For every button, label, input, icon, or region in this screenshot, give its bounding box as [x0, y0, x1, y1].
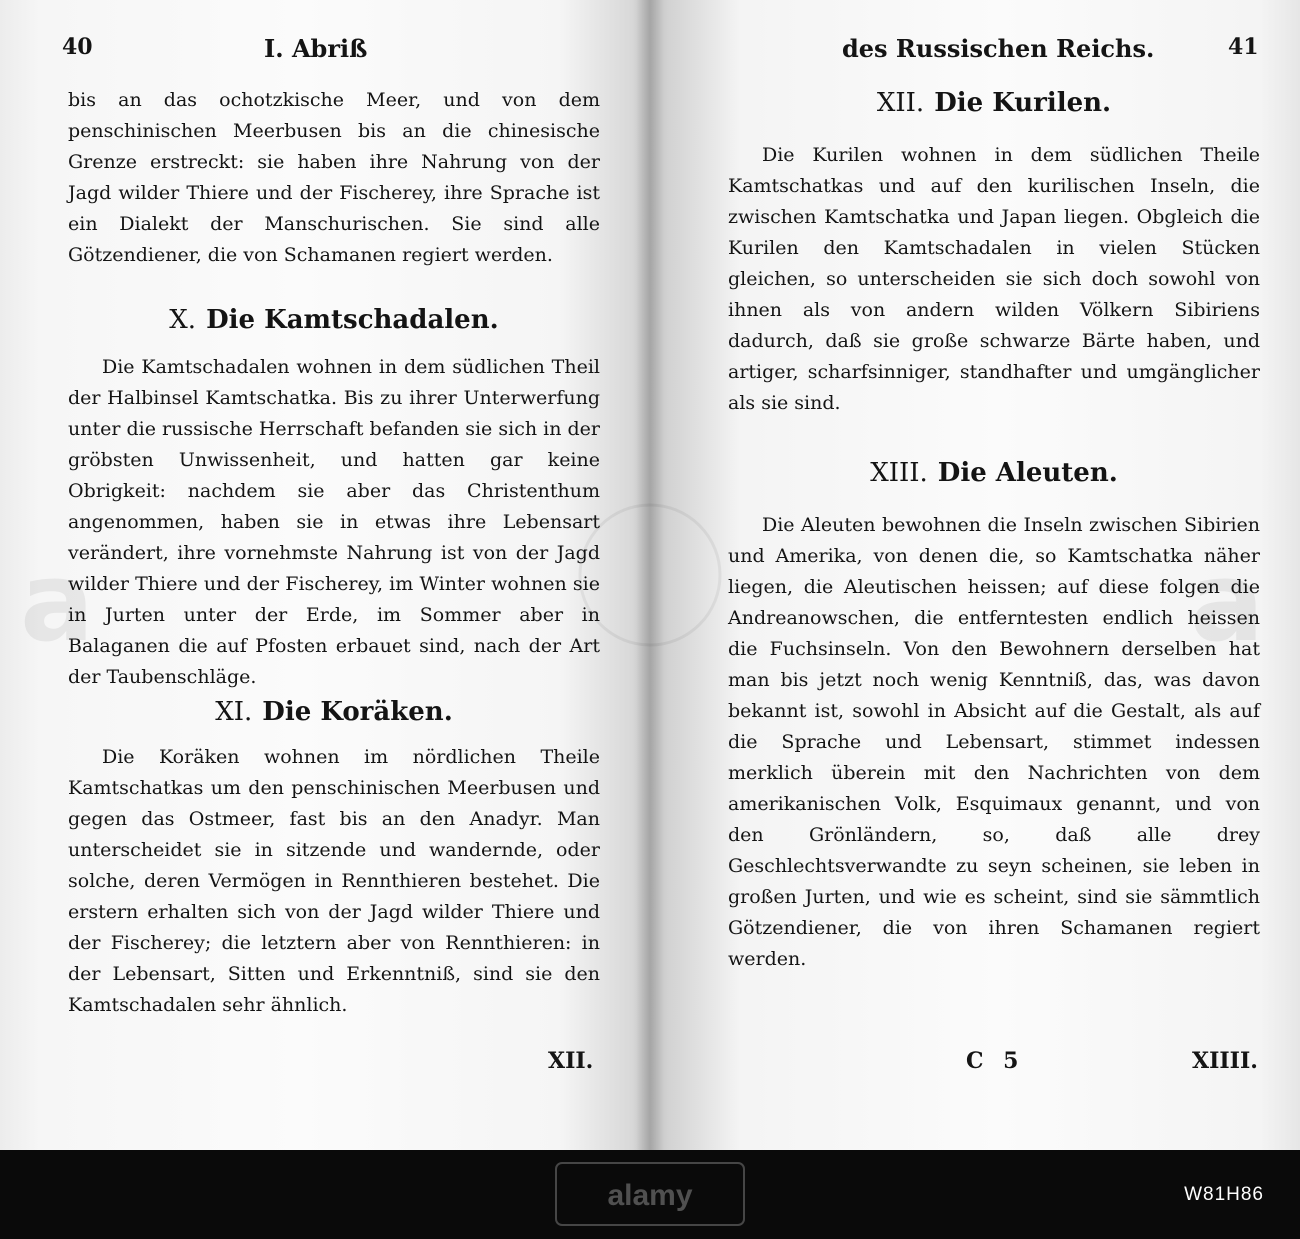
section-x-paragraph: Die Kamtschadalen wohnen in dem südlichen Theil der Halbinsel Kamtschatka. Bis zu ihrer Unterwerfung unter die russische Herrschaft befanden sie sich in der gröbsten Unwissenheit, und hatten gar keine Obrigkeit: nachdem sie aber das Christenthum angenommen, haben sie in etwas ihre Lebensart verändert, ihre vornehmste Nahrung ist von der Jagd wilder Thiere und der Fischerey, im Winter wohnen sie in Jurten unter der Erde, im Sommer aber in Balaganen die auf Pfosten erbauet sind, nach der Art der Taubenschläge. — [68, 356, 600, 688]
section-numeral: X. — [169, 305, 197, 335]
logo-brand-text: alamy — [607, 1179, 693, 1212]
section-heading-xi — [68, 697, 600, 727]
section-numeral: XII. — [876, 88, 925, 118]
section-heading-x — [68, 305, 600, 335]
section-numeral: XIII. — [870, 458, 928, 488]
continuation-paragraph: bis an das ochotzkische Meer, und von dem penschinischen Meerbusen bis an die chinesische Grenze erstreckt: sie haben ihre Nahrung von der Jagd wilder Thiere und der Fischerey, ihre Sprache ist ein Dialekt der Manschurischen. Sie sind alle Götzendiener, die von Schamanen regiert werden. — [68, 89, 600, 266]
right-page — [664, 0, 1300, 1150]
page-number: 40 — [62, 34, 93, 60]
catchword: XIIII. — [1192, 1048, 1258, 1074]
alamy-logo — [555, 1162, 745, 1226]
section-title: Die Koräken. — [262, 697, 453, 727]
stock-image-id: W81H86 — [1184, 1184, 1264, 1205]
left-page — [0, 0, 636, 1150]
page-number: 41 — [1228, 34, 1259, 60]
signature-mark: C 5 — [966, 1048, 1025, 1074]
watermark-mark: a — [1190, 538, 1265, 666]
section-heading-xii — [728, 88, 1260, 118]
catchword: XII. — [548, 1048, 594, 1074]
book-gutter — [636, 0, 664, 1150]
section-xiii-paragraph: Die Aleuten bewohnen die Inseln zwischen Sibirien und Amerika, von denen die, so Kamtschatka näher liegen, die Aleutischen heissen; auf diese folgen die Andreanowschen, die entferntesten endlich heissen die Fuchsinseln. Von den Bewohnern derselben hat man bis jetzt noch wenig Kenntniß, das, was davon bekannt ist, sowohl in Absicht auf die Gestalt, als auf die Sprache und Lebensart, stimmet indessen merklich überein mit den Nachrichten von dem amerikanischen Volk, Esquimaux genannt, und von den Grönländern, so, daß alle drey Geschlechtsverwandte zu seyn scheinen, sie leben in großen Jurten, und wie es scheint, sind sie sämmtlich Götzendiener, die von ihren Schamanen regiert werden. — [728, 514, 1260, 970]
section-xi-paragraph: Die Koräken wohnen im nördlichen Theile Kamtschatkas um den penschinischen Meerbusen und gegen das Ostmeer, fast bis an den Anadyr. Man unterscheidet sie in sitzende und wandernde, oder solche, deren Vermögen in Rennthieren bestehet. Die erstern erhalten sich von der Jagd wilder Thiere und der Fischerey; die letztern aber von Rennthieren: in der Lebensart, Sitten und Erkenntniß, sind sie den Kamtschadalen sehr ähnlich. — [68, 746, 600, 1016]
running-head: I. Abriß — [264, 34, 368, 63]
section-xii-paragraph: Die Kurilen wohnen in dem südlichen Theile Kamtschatkas und auf den kurilischen Inseln, die zwischen Kamtschatka und Japan liegen. Obgleich die Kurilen den Kamtschadalen in vielen Stücken gleichen, so unterscheiden sie sich doch sowohl von ihnen als von andern wilden Völkern Sibiriens dadurch, daß sie große schwarze Bärte haben, und artiger, scharfsinniger, standhafter und umgänglicher als sie sind. — [728, 144, 1260, 414]
section-heading-xiii — [728, 458, 1260, 488]
section-title: Die Kamtschadalen. — [206, 305, 499, 335]
watermark-mark: a — [20, 538, 95, 666]
section-numeral: XI. — [215, 697, 253, 727]
running-head: des Russischen Reichs. — [842, 34, 1155, 63]
section-title: Die Kurilen. — [934, 88, 1112, 118]
section-title: Die Aleuten. — [937, 458, 1118, 488]
